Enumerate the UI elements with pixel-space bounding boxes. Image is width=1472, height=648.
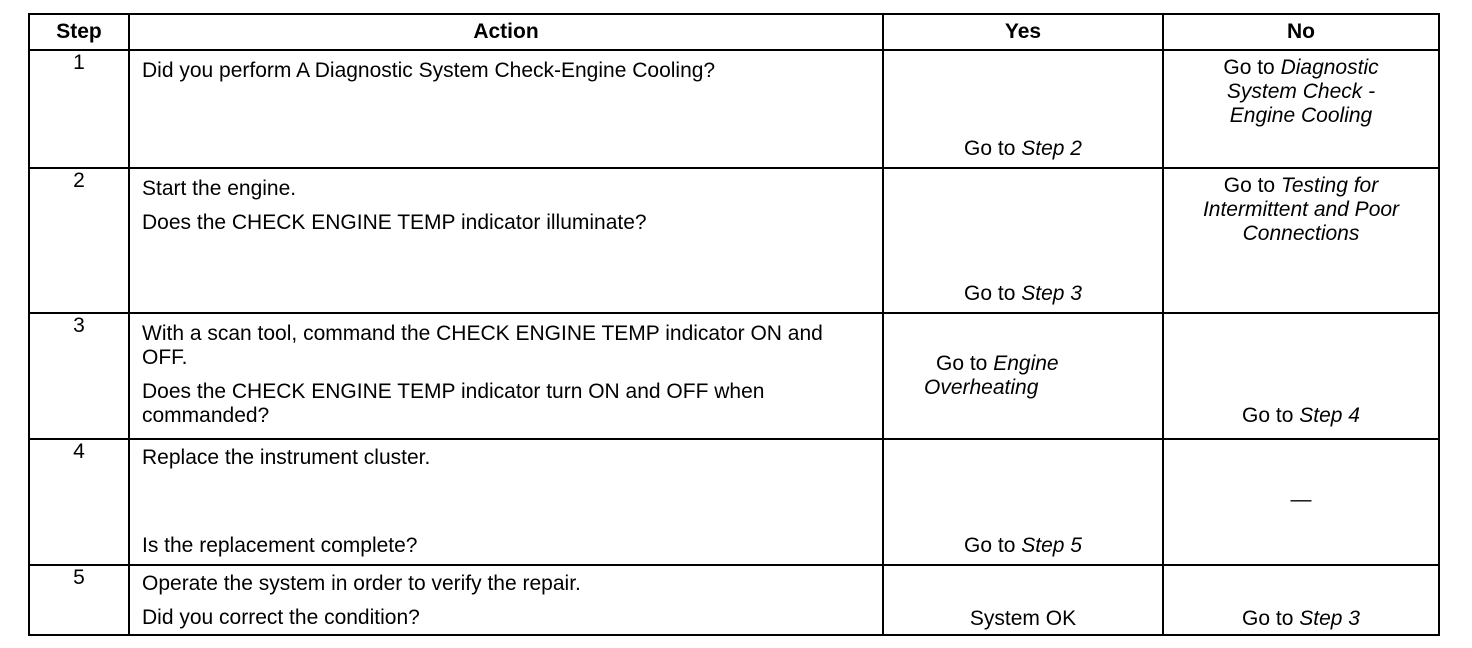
yes-result: Go to Engine Overheating bbox=[924, 352, 1059, 399]
action-text: Does the CHECK ENGINE TEMP indicator turn ON and OFF when commanded? bbox=[142, 380, 765, 427]
no-result: Go to Step 3 bbox=[1242, 607, 1360, 630]
step-number: 2 bbox=[29, 168, 129, 313]
no-result: Go to Testing for Intermittent and Poor Connections bbox=[1202, 174, 1400, 245]
action-text: Did you correct the condition? bbox=[142, 606, 420, 629]
no-result: Go to Diagnostic System Check - Engine Cooling bbox=[1223, 56, 1379, 127]
no-result: — bbox=[1290, 488, 1312, 511]
action-cell bbox=[129, 50, 883, 168]
step-number: 1 bbox=[29, 50, 129, 168]
step-number: 3 bbox=[29, 313, 129, 439]
action-cell bbox=[129, 313, 883, 439]
yes-result: Go to Step 3 bbox=[964, 282, 1082, 305]
header-action: Action bbox=[129, 14, 883, 50]
table-row bbox=[29, 313, 1439, 439]
yes-cell bbox=[883, 50, 1163, 168]
diagnostic-table bbox=[28, 13, 1440, 636]
no-cell bbox=[1163, 439, 1439, 565]
no-cell bbox=[1163, 50, 1439, 168]
no-link[interactable]: Diagnostic System Check - Engine Cooling bbox=[1226, 56, 1379, 127]
step-number: 4 bbox=[29, 439, 129, 565]
yes-link[interactable]: Step 2 bbox=[1021, 137, 1082, 160]
yes-result: Go to Step 2 bbox=[964, 137, 1082, 160]
header-no: No bbox=[1163, 14, 1439, 50]
yes-cell bbox=[883, 313, 1163, 439]
no-result: Go to Step 4 bbox=[1242, 404, 1360, 427]
action-text: Does the CHECK ENGINE TEMP indicator illuminate? bbox=[142, 211, 647, 234]
no-link[interactable]: Testing for Intermittent and Poor Connections bbox=[1202, 174, 1400, 245]
yes-link[interactable]: Step 5 bbox=[1021, 534, 1082, 557]
action-text: Operate the system in order to verify the repair. bbox=[142, 572, 581, 595]
header-yes: Yes bbox=[883, 14, 1163, 50]
yes-result: Go to Step 5 bbox=[964, 534, 1082, 557]
no-link[interactable]: Step 4 bbox=[1299, 404, 1360, 427]
action-cell bbox=[129, 439, 883, 565]
table-row bbox=[29, 168, 1439, 313]
yes-link[interactable]: Step 3 bbox=[1021, 282, 1082, 305]
no-cell bbox=[1163, 168, 1439, 313]
action-text: Replace the instrument cluster. bbox=[142, 446, 431, 469]
no-cell bbox=[1163, 313, 1439, 439]
step-number: 5 bbox=[29, 565, 129, 635]
header-row bbox=[29, 14, 1439, 50]
yes-cell bbox=[883, 439, 1163, 565]
table-row bbox=[29, 50, 1439, 168]
action-text: Is the replacement complete? bbox=[142, 534, 418, 557]
no-link[interactable]: Step 3 bbox=[1299, 607, 1360, 630]
no-cell bbox=[1163, 565, 1439, 635]
yes-link[interactable]: Engine Overheating bbox=[924, 352, 1059, 399]
header-step: Step bbox=[29, 14, 129, 50]
action-text: With a scan tool, command the CHECK ENGINE TEMP indicator ON and OFF. bbox=[142, 322, 823, 369]
yes-cell bbox=[883, 168, 1163, 313]
action-text: Start the engine. bbox=[142, 177, 297, 200]
table-row bbox=[29, 439, 1439, 565]
action-cell bbox=[129, 168, 883, 313]
action-cell bbox=[129, 565, 883, 635]
action-text: Did you perform A Diagnostic System Check-Engine Cooling? bbox=[142, 59, 716, 82]
yes-result: System OK bbox=[969, 607, 1077, 630]
yes-cell bbox=[883, 565, 1163, 635]
table-row bbox=[29, 565, 1439, 635]
